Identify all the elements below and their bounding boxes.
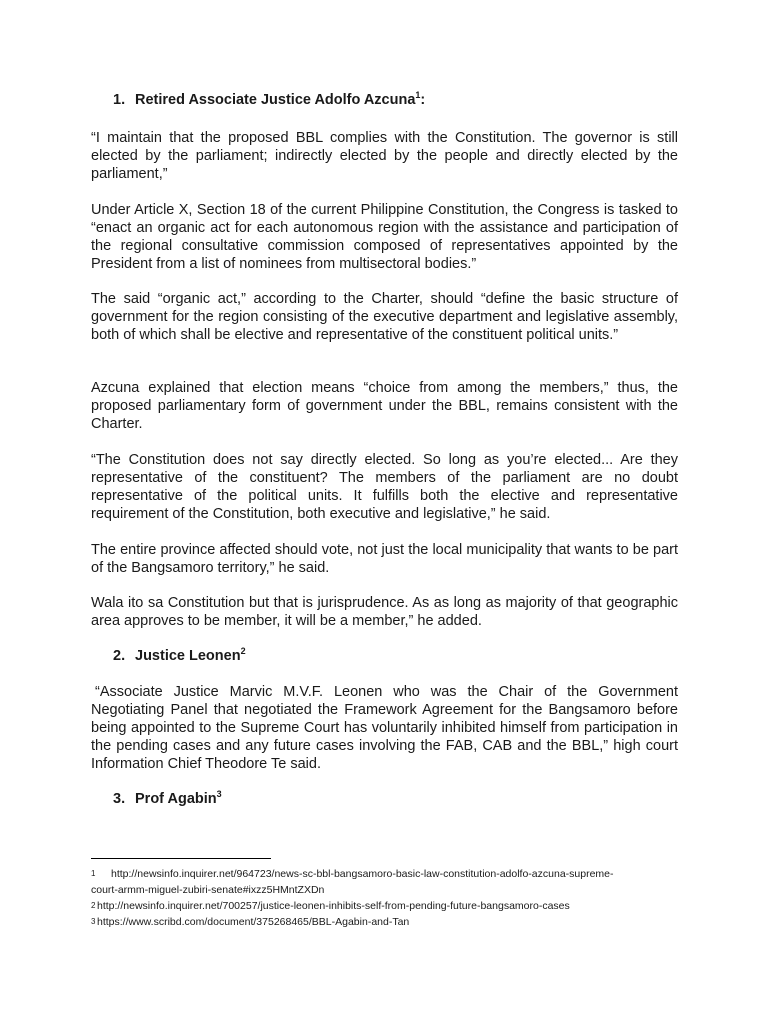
section-heading-azcuna: 1. Retired Associate Justice Adolfo Azcuna$^1$:	[113, 90, 426, 108]
footnote-ref[interactable]: 1	[415, 90, 421, 101]
section-heading-agabin	[113, 791, 222, 807]
section-number: 2.	[113, 648, 126, 664]
footnote-1	[91, 866, 686, 898]
footnote-ref[interactable]: 2	[240, 646, 246, 657]
paragraph-azcuna-quote: “I maintain that the proposed BBL complies with the Constitution. The governor is still elected by the parliament; indirectly elected by the people and directly elected by the parliament,”	[91, 130, 678, 182]
paragraph-organic-act: The said “organic act,” according to the Charter, should “define the basic structure of government for the region consisting of the executive department and legislative assembly, both of which shall be elective and representative of the constituent political units.”	[91, 291, 678, 343]
paragraph-leonen-quote: “Associate Justice Marvic M.V.F. Leonen who was the Chair of the Government Negotiating Panel that negotiated the Framework Agreement for the Bangsamoro before being appointed to the Supreme Court has voluntarily inhibited himself from participation in the pending cases and any future cases involving the FAB, CAB and the BBL,” high court Information Chief Theodore Te said.	[91, 684, 678, 772]
paragraph-election-meaning: Azcuna explained that election means “choice from among the members,” thus, the proposed parliamentary form of government under the BBL, remains consistent with the Charter.	[91, 380, 678, 432]
section-title: Retired Associate Justice Adolfo Azcuna	[135, 92, 416, 108]
footnote-mark: 3	[91, 917, 96, 926]
paragraph-jurisprudence: Wala ito sa Constitution but that is jurisprudence. As as long as majority of that geographic area approves to be member, it will be a member,” he added.	[91, 595, 678, 629]
footnote-link-continuation[interactable]: court-armm-miguel-zubiri-senate#ixzz5HMntZXDn	[91, 884, 325, 896]
footnote-ref[interactable]: 3	[216, 789, 222, 800]
paragraph-article-x: Under Article X, Section 18 of the current Philippine Constitution, the Congress is tasked to “enact an organic act for each autonomous region with the assistance and participation of the regional consultative commission composed of representatives appointed by the President from a list of nominees from multisectoral bodies.”	[91, 202, 678, 272]
footnote-2	[91, 898, 686, 914]
paragraph-constitution-quote: “The Constitution does not say directly elected. So long as you’re elected... Are they representative of the constituent? The members of the parliament are no doubt representative of the political units. It fulfills both the elective and representative requirement of the Constitution, both executive and legislative,” he said.	[91, 452, 678, 522]
section-number: 3.	[113, 791, 126, 807]
footnote-3	[91, 914, 686, 930]
footnote-mark: 1	[91, 869, 96, 878]
section-number: 1.	[113, 92, 126, 108]
section-title: Justice Leonen	[135, 648, 241, 664]
section-title: Prof Agabin	[135, 791, 217, 807]
footnote-link[interactable]: https://www.scribd.com/document/375268465/BBL-Agabin-and-Tan	[97, 916, 410, 928]
section-heading-leonen	[113, 648, 246, 664]
paragraph-province-vote: The entire province affected should vote, not just the local municipality that wants to be part of the Bangsamoro territory,” he said.	[91, 542, 678, 576]
footnote-link[interactable]: http://newsinfo.inquirer.net/700257/justice-leonen-inhibits-self-from-pending-future-bangsamoro-cases	[97, 900, 570, 912]
footnote-mark: 2	[91, 901, 96, 910]
footnote-link[interactable]: http://newsinfo.inquirer.net/964723/news-sc-bbl-bangsamoro-basic-law-constitution-adolfo-azcuna-supreme-	[111, 868, 614, 880]
footnote-separator	[91, 858, 271, 859]
